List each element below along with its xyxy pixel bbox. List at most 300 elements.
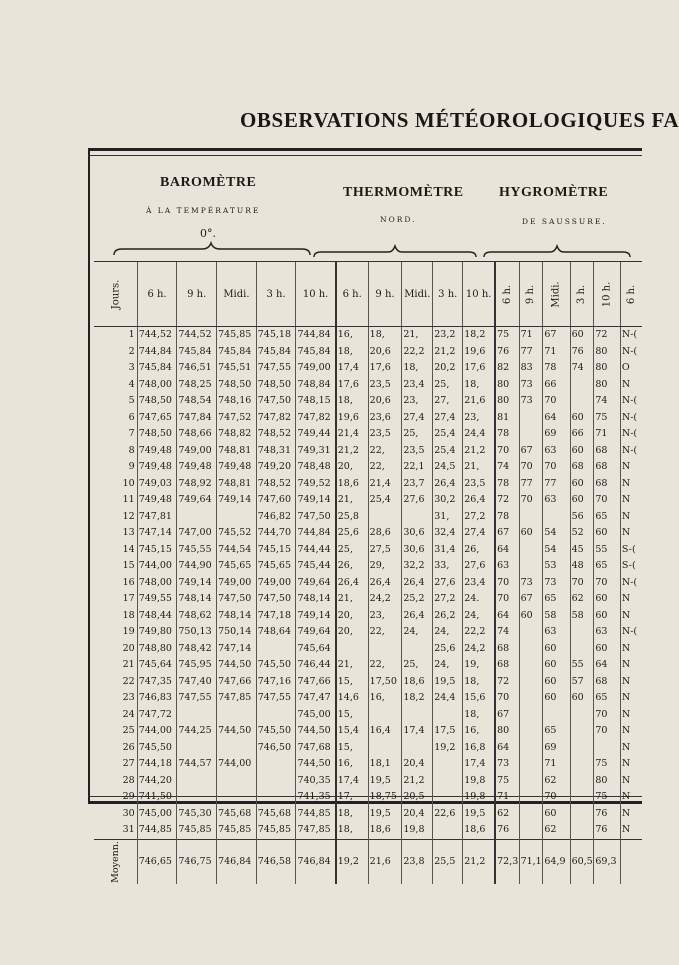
table-cell: 21,2 [402, 773, 433, 790]
table-cell: 745,15 [256, 542, 296, 559]
table-cell: 749,31 [296, 443, 336, 460]
table-cell: N-( [620, 327, 642, 344]
table-cell: 80 [594, 344, 621, 361]
table-cell: 23, [368, 608, 402, 625]
table-cell: 22,2 [463, 624, 495, 641]
table-cell: 74 [495, 624, 519, 641]
table-cell: 72 [495, 674, 519, 691]
table-cell: 749,55 [137, 591, 177, 608]
table-cell: 19,5 [368, 806, 402, 823]
table-cell: 16, [336, 756, 368, 773]
col-thermo-9h: 9 h. [368, 262, 402, 327]
table-cell: 70 [495, 443, 519, 460]
table-cell: 747,50 [256, 591, 296, 608]
table-row [94, 476, 642, 493]
table-cell: 20,4 [402, 806, 433, 823]
day-cell: 18 [122, 609, 135, 621]
table-cell [519, 641, 543, 658]
table-cell: 33, [433, 558, 463, 575]
table-cell: 744,00 [137, 723, 177, 740]
table-cell: 749,64 [177, 492, 217, 509]
table-cell: 747,85 [217, 690, 257, 707]
moyenne-cell: 746,84 [217, 839, 257, 884]
frame-inner-rule [90, 155, 642, 156]
table-cell: 70 [543, 459, 570, 476]
table-cell: 32,2 [402, 558, 433, 575]
table-cell [594, 740, 621, 757]
table-cell [433, 789, 463, 806]
table-cell: 60 [519, 525, 543, 542]
table-cell: 66 [570, 426, 594, 443]
table-cell: 20, [336, 624, 368, 641]
table-row [94, 377, 642, 394]
table-cell: 30,2 [433, 492, 463, 509]
table-cell: 31,4 [433, 542, 463, 559]
table-cell: 25, [402, 657, 433, 674]
table-cell: 18,2 [402, 690, 433, 707]
table-cell: 747,60 [256, 492, 296, 509]
barometre-brace [112, 241, 312, 257]
table-cell: 744,44 [296, 542, 336, 559]
table-cell [519, 410, 543, 427]
table-cell: 744,52 [137, 327, 177, 344]
table-cell: 748,52 [256, 426, 296, 443]
table-cell [519, 756, 543, 773]
table-cell [519, 558, 543, 575]
table-cell: 60 [570, 410, 594, 427]
table-cell: 17,50 [368, 674, 402, 691]
table-cell: 745,65 [256, 558, 296, 575]
table-cell: 744,57 [177, 756, 217, 773]
table-cell: 73 [543, 575, 570, 592]
table-cell: 31, [433, 509, 463, 526]
table-cell: 22,1 [402, 459, 433, 476]
table-cell: 748,50 [217, 377, 257, 394]
table-cell: 17,4 [336, 773, 368, 790]
table-cell: 747,84 [177, 410, 217, 427]
table-cell: 60 [594, 525, 621, 542]
table-cell: 745,65 [217, 558, 257, 575]
table-row [94, 509, 642, 526]
table-cell: 747,16 [256, 674, 296, 691]
moyenne-cell: 746,65 [137, 839, 177, 884]
table-cell [570, 377, 594, 394]
table-cell: 745,30 [177, 806, 217, 823]
day-cell: 25 [122, 725, 135, 737]
table-cell: 73 [519, 377, 543, 394]
table-cell [570, 393, 594, 410]
table-cell: N [620, 509, 642, 526]
moyenne-cell: 746,84 [296, 839, 336, 884]
table-cell: 19,5 [463, 806, 495, 823]
table-cell: 24,2 [368, 591, 402, 608]
table-cell: 15, [336, 674, 368, 691]
table-cell: 749,14 [296, 492, 336, 509]
table-cell: 70 [543, 789, 570, 806]
table-cell: 63 [495, 558, 519, 575]
table-cell: 26,4 [433, 476, 463, 493]
table-row [94, 690, 642, 707]
table-cell: 745,84 [177, 344, 217, 361]
table-cell: 64 [495, 740, 519, 757]
table-cell: N [620, 822, 642, 839]
table-cell [336, 641, 368, 658]
table-cell: 749,80 [137, 624, 177, 641]
table-cell [519, 723, 543, 740]
table-cell: N [620, 608, 642, 625]
table-cell: 80 [495, 393, 519, 410]
table-cell: 18, [463, 377, 495, 394]
table-cell: 18, [336, 344, 368, 361]
table-cell: 745,84 [137, 360, 177, 377]
observations-table [94, 261, 642, 884]
day-cell: 13 [122, 527, 135, 539]
table-cell: 78 [543, 360, 570, 377]
table-cell: 17,6 [368, 360, 402, 377]
table-cell [368, 740, 402, 757]
table-cell [177, 789, 217, 806]
table-cell: 748,50 [256, 377, 296, 394]
table-row [94, 773, 642, 790]
table-cell: 57 [570, 674, 594, 691]
table-cell: 64 [495, 608, 519, 625]
table-cell: 748,64 [256, 624, 296, 641]
table-cell: 60 [570, 690, 594, 707]
table-cell: 744,85 [296, 806, 336, 823]
table-cell: 15,4 [336, 723, 368, 740]
col-hygro-10h: 10 h. [594, 262, 621, 327]
table-cell: N [620, 707, 642, 724]
table-cell: 21, [463, 459, 495, 476]
table-cell: 745,00 [137, 806, 177, 823]
table-cell: N-( [620, 426, 642, 443]
table-cell: 19,8 [463, 789, 495, 806]
day-cell: 19 [122, 626, 135, 638]
table-cell: 60 [543, 806, 570, 823]
table-cell: 747,50 [256, 393, 296, 410]
table-cell: 744,70 [256, 525, 296, 542]
table-cell: 70 [594, 575, 621, 592]
table-cell: 747,82 [256, 410, 296, 427]
table-row [94, 657, 642, 674]
table-cell: 73 [519, 575, 543, 592]
table-cell: 60 [543, 690, 570, 707]
table-cell: 75 [594, 789, 621, 806]
table-cell: 26,4 [402, 608, 433, 625]
table-cell: 747,47 [296, 690, 336, 707]
hygrometre-brace [482, 245, 632, 259]
table-cell: 18,6 [368, 822, 402, 839]
table-cell: 21,4 [336, 426, 368, 443]
table-cell: 23, [402, 393, 433, 410]
table-cell [217, 789, 257, 806]
table-cell: 74 [570, 360, 594, 377]
table-cell: 77 [519, 344, 543, 361]
table-cell [570, 789, 594, 806]
table-cell: 747,65 [137, 410, 177, 427]
table-cell: 62 [543, 773, 570, 790]
col-hygro-3h: 3 h. [570, 262, 594, 327]
table-cell: 749,14 [217, 492, 257, 509]
table-cell [543, 707, 570, 724]
table-cell: N [620, 674, 642, 691]
table-cell: 52 [570, 525, 594, 542]
day-cell: 17 [122, 593, 135, 605]
table-cell [519, 542, 543, 559]
table-cell: 17, [336, 789, 368, 806]
table-cell: 744,18 [137, 756, 177, 773]
table-cell: 17,4 [463, 756, 495, 773]
table-cell [402, 641, 433, 658]
table-cell: 747,50 [217, 591, 257, 608]
table-row [94, 558, 642, 575]
table-cell: 749,03 [137, 476, 177, 493]
table-cell: 64 [543, 410, 570, 427]
col-thermo-6h: 6 h. [336, 262, 368, 327]
table-cell: 18,2 [463, 327, 495, 344]
table-cell [570, 822, 594, 839]
page-header [0, 104, 679, 134]
table-cell: 749,20 [256, 459, 296, 476]
table-cell: 78 [495, 509, 519, 526]
table-cell: N [620, 690, 642, 707]
table-cell: 747,35 [137, 674, 177, 691]
table-cell: 18, [368, 327, 402, 344]
table-cell: 744,90 [177, 558, 217, 575]
table-cell: N-( [620, 575, 642, 592]
table-cell: 744,50 [217, 723, 257, 740]
moyenne-cell: 69,3 [594, 839, 621, 884]
table-cell: 747,14 [137, 525, 177, 542]
table-row [94, 707, 642, 724]
table-cell: 23,5 [463, 476, 495, 493]
table-cell: 749,44 [296, 426, 336, 443]
table-cell: 747,68 [296, 740, 336, 757]
table-cell: 62 [570, 591, 594, 608]
table-cell: 16, [463, 723, 495, 740]
table-cell: 54 [543, 542, 570, 559]
table-cell: 65 [543, 723, 570, 740]
table-cell: N [620, 773, 642, 790]
moyenne-cell: 60,5 [570, 839, 594, 884]
table-cell: 20, [336, 459, 368, 476]
table-cell: N-( [620, 443, 642, 460]
moyenne-cell: 23,8 [402, 839, 433, 884]
table-cell [256, 756, 296, 773]
table-cell: 20,6 [368, 344, 402, 361]
table-cell: 21,2 [433, 344, 463, 361]
thermometre-brace [312, 245, 478, 259]
col-baro-midi: Midi. [217, 262, 257, 327]
table-cell: 750,13 [177, 624, 217, 641]
moyennes-row [94, 839, 642, 884]
table-cell: 18,6 [463, 822, 495, 839]
table-cell: 68 [594, 443, 621, 460]
table-cell: 80 [495, 723, 519, 740]
table-cell: 19,8 [402, 822, 433, 839]
table-cell [433, 822, 463, 839]
table-cell: 25,4 [433, 426, 463, 443]
table-row [94, 327, 642, 344]
table-cell: 16,8 [463, 740, 495, 757]
table-row [94, 360, 642, 377]
table-cell: 19,5 [368, 773, 402, 790]
table-cell: 71 [495, 789, 519, 806]
table-cell [519, 509, 543, 526]
table-cell: 748,15 [296, 393, 336, 410]
table-cell: 25, [336, 542, 368, 559]
col-baro-9h: 9 h. [177, 262, 217, 327]
observations-body [94, 327, 642, 884]
table-cell [433, 773, 463, 790]
table-cell: 68 [594, 674, 621, 691]
day-cell: 4 [128, 378, 135, 390]
table-cell: 21,4 [368, 476, 402, 493]
table-cell [519, 657, 543, 674]
table-cell: 22, [368, 459, 402, 476]
table-cell [519, 822, 543, 839]
table-row [94, 806, 642, 823]
table-cell: 749,00 [296, 360, 336, 377]
table-cell: 748,14 [217, 608, 257, 625]
table-cell [519, 806, 543, 823]
table-cell: 63 [594, 624, 621, 641]
table-cell: 22, [368, 657, 402, 674]
table-cell: 26,2 [433, 608, 463, 625]
table-cell [402, 740, 433, 757]
table-cell: 22,2 [402, 344, 433, 361]
table-cell [570, 806, 594, 823]
day-cell: 7 [128, 428, 135, 440]
table-cell: 749,14 [296, 608, 336, 625]
table-cell: 747,40 [177, 674, 217, 691]
table-cell: 26, [463, 542, 495, 559]
table-cell: 745,44 [296, 558, 336, 575]
table-row [94, 410, 642, 427]
table-cell: 25,6 [336, 525, 368, 542]
table-cell: 21,2 [463, 443, 495, 460]
col-thermo-midi: Midi. [402, 262, 433, 327]
col-thermo-10h: 10 h. [463, 262, 495, 327]
table-cell: 75 [495, 327, 519, 344]
table-cell: 67 [495, 707, 519, 724]
table-cell: 71 [543, 756, 570, 773]
table-cell: 25,2 [402, 591, 433, 608]
table-row [94, 525, 642, 542]
table-cell: 17,6 [463, 360, 495, 377]
table-cell: 748,44 [137, 608, 177, 625]
table-cell: 24, [433, 657, 463, 674]
table-cell: 71 [543, 344, 570, 361]
table-cell: 27,4 [433, 410, 463, 427]
table-cell: 19,5 [433, 674, 463, 691]
table-cell [543, 509, 570, 526]
table-cell: 24, [433, 624, 463, 641]
table-cell: 26,4 [336, 575, 368, 592]
table-cell: 744,25 [177, 723, 217, 740]
day-cell: 1 [128, 329, 135, 341]
table-row [94, 393, 642, 410]
col-hygro-midi: Midi. [543, 262, 570, 327]
table-cell: 745,68 [217, 806, 257, 823]
table-cell [256, 773, 296, 790]
table-cell: 27, [433, 393, 463, 410]
day-cell: 3 [128, 362, 135, 374]
table-row [94, 756, 642, 773]
table-cell: 14,6 [336, 690, 368, 707]
table-cell: 748,81 [217, 476, 257, 493]
table-cell: 74 [594, 393, 621, 410]
table-cell: 22,6 [433, 806, 463, 823]
table-cell [519, 624, 543, 641]
table-cell [570, 740, 594, 757]
table-cell: 30,6 [402, 525, 433, 542]
moyenne-cell: 19,2 [336, 839, 368, 884]
table-cell: N [620, 756, 642, 773]
table-cell: 24. [463, 591, 495, 608]
table-cell: 74 [495, 459, 519, 476]
table-cell: 740,35 [296, 773, 336, 790]
table-cell: 23,6 [368, 410, 402, 427]
table-cell: 744,85 [137, 822, 177, 839]
table-cell: 18, [336, 822, 368, 839]
table-cell: 60 [519, 608, 543, 625]
table-cell: 17,4 [336, 360, 368, 377]
table-cell: 745,18 [256, 327, 296, 344]
table-cell: 75 [594, 756, 621, 773]
page-title: OBSERVATIONS MÉTÉOROLOGIQUES FA [240, 108, 679, 132]
table-row [94, 608, 642, 625]
table-cell [402, 707, 433, 724]
day-cell: 16 [122, 576, 135, 588]
table-cell: 21, [336, 492, 368, 509]
table-cell: 746,44 [296, 657, 336, 674]
table-cell: 744,50 [296, 756, 336, 773]
col-thermo-3h: 3 h. [433, 262, 463, 327]
table-cell: 55 [594, 542, 621, 559]
table-cell: 745,50 [256, 657, 296, 674]
table-cell: 76 [594, 822, 621, 839]
table-cell: 749,48 [137, 443, 177, 460]
table-cell: 745,68 [256, 806, 296, 823]
table-cell: 67 [519, 443, 543, 460]
table-cell: 749,00 [177, 443, 217, 460]
thermometre-title: THERMOMÈTRE [343, 185, 464, 200]
table-row [94, 624, 642, 641]
table-cell: 16,4 [368, 723, 402, 740]
table-cell: 745,52 [217, 525, 257, 542]
table-cell: 68 [495, 641, 519, 658]
table-cell: 749,14 [177, 575, 217, 592]
table-cell: 77 [519, 476, 543, 493]
table-cell [402, 509, 433, 526]
table-cell: 23,4 [463, 575, 495, 592]
table-cell: 747,81 [137, 509, 177, 526]
table-cell: N [620, 591, 642, 608]
table-cell: O [620, 360, 642, 377]
table-cell: N-( [620, 393, 642, 410]
moyenne-cell: 71,1 [519, 839, 543, 884]
table-row [94, 641, 642, 658]
table-cell: 24,5 [433, 459, 463, 476]
table-cell [368, 707, 402, 724]
table-cell: 55 [570, 657, 594, 674]
table-cell: 63 [543, 624, 570, 641]
table-cell: 70 [519, 492, 543, 509]
day-cell: 30 [122, 807, 135, 819]
table-cell: 745,00 [296, 707, 336, 724]
hygrometre-subtitle: DE SAUSSURE. [522, 217, 607, 226]
